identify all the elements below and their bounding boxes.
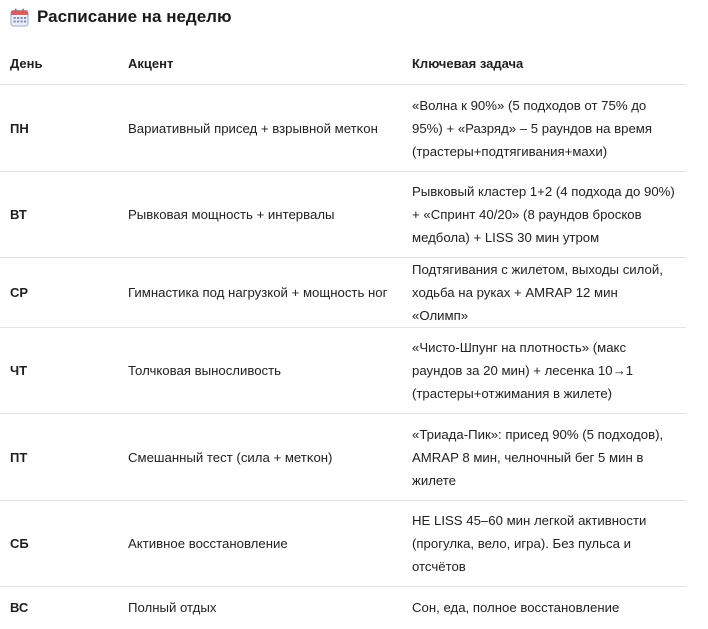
accent-cell: Вариативный присед + взрывной метκон (118, 85, 402, 172)
column-header-day: День (0, 42, 118, 85)
table-row (0, 85, 686, 172)
table-row (0, 414, 686, 501)
day-cell: СР (0, 258, 118, 328)
page-heading (10, 5, 232, 29)
day-cell: ЧТ (0, 328, 118, 414)
table-row (0, 587, 686, 629)
task-cell: «Чисто-Шпунг на плотность» (макс раундов за 20 мин) + лесенка 10→1 (трастеры+отжимания в жилете) (402, 328, 686, 414)
day-cell: СБ (0, 501, 118, 587)
day-cell: ВС (10, 600, 29, 616)
day-cell: ПТ (0, 414, 118, 501)
accent-cell: Толчковая выносливость (118, 328, 402, 414)
table-row (0, 501, 686, 587)
task-cell: «Волна к 90%» (5 подходов от 75% до 95%) + «Разряд» – 5 раундов на время (трастеры+подтягивания+махи) (402, 85, 686, 172)
accent-cell: Смешанный тест (сила + метκон) (118, 414, 402, 501)
table-row (0, 328, 686, 414)
table-row (0, 258, 686, 328)
task-cell: «Триада-Пик»: присед 90% (5 подходов), AMRAP 8 мин, челночный бег 5 мин в жилете (402, 414, 686, 501)
accent-cell: Полный отдых (128, 600, 217, 616)
accent-cell: Активное восстановление (118, 501, 402, 587)
calendar-icon (10, 8, 29, 27)
task-cell: Рывковый кластер 1+2 (4 подхода до 90%) + «Спринт 40/20» (8 раундов бросков медбола) + LISS 30 мин утром (402, 172, 686, 258)
table-header-row (0, 42, 686, 85)
accent-cell: Рывковая мощность + интервалы (118, 172, 402, 258)
day-cell: ВТ (0, 172, 118, 258)
column-header-task: Ключевая задача (402, 42, 686, 85)
column-header-accent: Акцент (118, 42, 402, 85)
task-cell: Подтягивания с жилетом, выходы силой, ходьба на руках + AMRAP 12 мин «Олимп» (402, 258, 686, 328)
schedule-table (0, 42, 686, 629)
accent-cell: Гимнастика под нагрузкой + мощность ног (118, 258, 402, 328)
page-title: Расписание на неделю (37, 7, 232, 26)
day-cell: ПН (0, 85, 118, 172)
task-cell: Сон, еда, полное восстановление (412, 600, 620, 616)
table-row (0, 172, 686, 258)
task-cell: НЕ LISS 45–60 мин легкой активности (прогулка, вело, игра). Без пульса и отсчётов (402, 501, 686, 587)
